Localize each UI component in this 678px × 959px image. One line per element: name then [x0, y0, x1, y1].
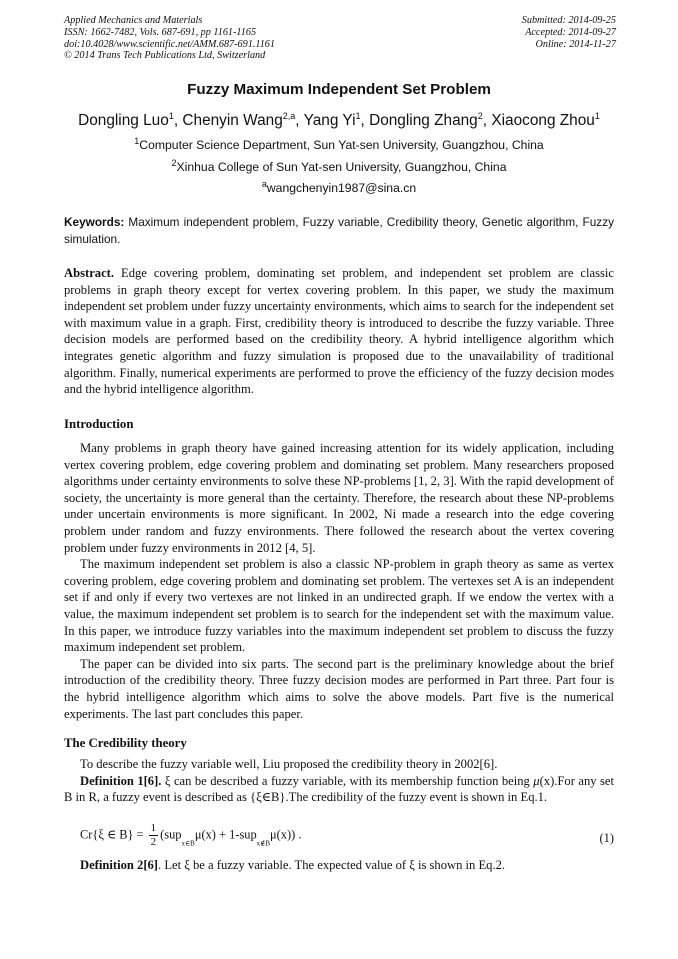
affiliation-1 — [64, 135, 614, 152]
author-name: Chenyin Wang — [182, 112, 283, 129]
definition-2 — [64, 857, 614, 874]
abstract-label: Abstract. — [64, 266, 115, 280]
abstract — [64, 265, 614, 398]
journal-header — [64, 15, 364, 62]
definition-text: ξ can be described a fuzzy variable, with its membership function being — [161, 773, 534, 788]
author-sup: 1 — [168, 110, 174, 121]
mu-symbol: μ — [533, 773, 540, 788]
online-date: Online: 2014-11-27 — [535, 38, 616, 50]
paragraph: To describe the fuzzy variable well, Liu proposed the credibility theory in 2002[6]. — [80, 757, 498, 771]
author-name: Dongling Luo — [78, 112, 169, 129]
author-sup: 2 — [477, 110, 483, 121]
journal-issn: ISSN: 1662-7482, Vols. 687-691, pp 1161-1165 — [64, 26, 257, 38]
author-name: Yang Yi — [303, 112, 356, 129]
author-list: Dongling Luo$^1$, Chenyin Wang$^{2,a}$, Yang Yi$^1$, Dongling Zhang$^2$, Xiaocong Zhou$^1$ — [78, 110, 600, 129]
journal-name: Applied Mechanics and Materials — [64, 15, 203, 26]
definition-1 — [64, 773, 614, 806]
author-name: Dongling Zhang — [369, 112, 478, 129]
equation-lhs: Cr{ξ ∈ B} = — [80, 827, 144, 842]
affiliation-2 — [64, 157, 614, 174]
author-sup: 2,a — [282, 110, 296, 121]
affiliation-sup: a — [261, 178, 267, 189]
affiliation-text: Xinhua College of Sun Yat-sen University, Guangzhou, China — [176, 160, 507, 174]
author-sup: 1 — [594, 110, 600, 121]
definition-label: Definition 2[6] — [80, 858, 159, 872]
submitted-date: Submitted: 2014-09-25 — [521, 15, 616, 26]
equation-number: (1) — [599, 831, 614, 845]
accepted-date: Accepted: 2014-09-27 — [525, 26, 616, 38]
paragraph — [64, 857, 614, 874]
author-name: Xiaocong Zhou — [491, 112, 595, 129]
paper-title: Fuzzy Maximum Independent Set Problem — [187, 81, 491, 98]
equation-subscript: x∉B — [256, 839, 271, 848]
paragraph: The paper can be divided into six parts. The second part is the preliminary knowledge about the brief introduction of the credibility theory. Three fuzzy decision modes are performed in Part three. Part four is the hybrid intelligence algorithm which aims to solve the above models. Part five is the numerical experiments. The last part concludes this paper. — [64, 656, 614, 721]
keywords — [64, 214, 614, 247]
definition-text: . Let ξ be a fuzzy variable. The expected value of ξ is shown in Eq.2. — [158, 858, 506, 872]
section-heading-introduction: Introduction — [64, 417, 134, 431]
publication-dates — [396, 15, 616, 50]
paragraph: The maximum independent set problem is also a classic NP-problem in graph theory as same as vertex covering problem, edge covering problem and dominating set problem. The vertexes set A is an independent set if and only if every two vertexes are not linked in an undirected graph. If we endow the vertex with a value, the maximum independent set problem is to search for the independent set with the maximum value. In this paper, we introduce fuzzy variables into the maximum independent set problem to discuss the fuzzy maximum independent set problem. — [64, 557, 614, 655]
affiliation-sup: 1 — [134, 135, 140, 146]
equation-rhs: μ(x) + 1-sup — [194, 827, 257, 842]
fraction-numerator: 1 — [150, 822, 157, 834]
affiliation-text: wangchenyin1987@sina.cn — [266, 181, 417, 195]
keywords-text: Maximum independent problem, Fuzzy variable, Credibility theory, Genetic algorithm, Fuzzy simulation. — [64, 215, 614, 246]
section-heading-credibility: The Credibility theory — [64, 736, 187, 750]
equation-body — [80, 822, 301, 849]
fraction-denominator: 2 — [150, 836, 157, 848]
equation-rhs: μ(x)) . — [270, 827, 302, 842]
equation-1 — [80, 822, 614, 856]
author-sup: 1 — [355, 110, 361, 121]
introduction-body — [64, 440, 614, 722]
journal-doi: doi:10.4028/www.scientific.net/AMM.687-691.1161 — [64, 38, 275, 50]
credibility-body — [64, 756, 614, 806]
equation-subscript: x∈B — [181, 839, 195, 848]
affiliation-text: Computer Science Department, Sun Yat-sen University, Guangzhou, China — [139, 138, 544, 152]
definition-label: Definition 1[6]. — [80, 773, 162, 788]
author-email — [64, 178, 614, 195]
equation-fraction — [149, 822, 159, 849]
affiliation-sup: 2 — [171, 157, 177, 168]
journal-copyright: © 2014 Trans Tech Publications Ltd, Switzerland — [64, 50, 266, 62]
paragraph: Many problems in graph theory have gained increasing attention for its widely application, including vertex covering problem, edge covering problem and dominating set problem. Many researchers proposed algorithms under certainty environments to solve these NP-problems [1, 2, 3]. With the rapid development of society, the uncertainty is more general than the certainty. Therefore, the research about these NP-problems under uncertain environments is more significant. In 2002, Ni made a research into the edge covering problem under random and fuzzy environments. There followed the research about the vertex covering problem under fuzzy environments in 2012 [4, 5]. — [64, 441, 614, 555]
equation-rhs: (sup — [160, 827, 182, 842]
definition-text: (x).For any set B in R, a fuzzy event is described as {ξ∈B}.The credibility of the fuzzy event is shown in Eq.1. — [64, 773, 614, 805]
keywords-label: Keywords: — [64, 215, 125, 229]
abstract-text: Edge covering problem, dominating set problem, and independent set problem are classic problems in graph theory except for vertex covering problem. In this paper, we study the maximum independent set problem under fuzzy uncertainty environments, which aims to search for the independent set with maximum value in a graph. First, credibility theory is introduced to describe the fuzzy variable. Three decision models are performed based on the credibility theory. A hybrid intelligence algorithm which integrates genetic algorithm and fuzzy simulation is proposed due to the unavailability of traditional algorithm. Finally, numerical experiments are performed to prove the efficiency of the fuzzy decision modes and the hybrid intelligence algorithm. — [64, 266, 614, 397]
